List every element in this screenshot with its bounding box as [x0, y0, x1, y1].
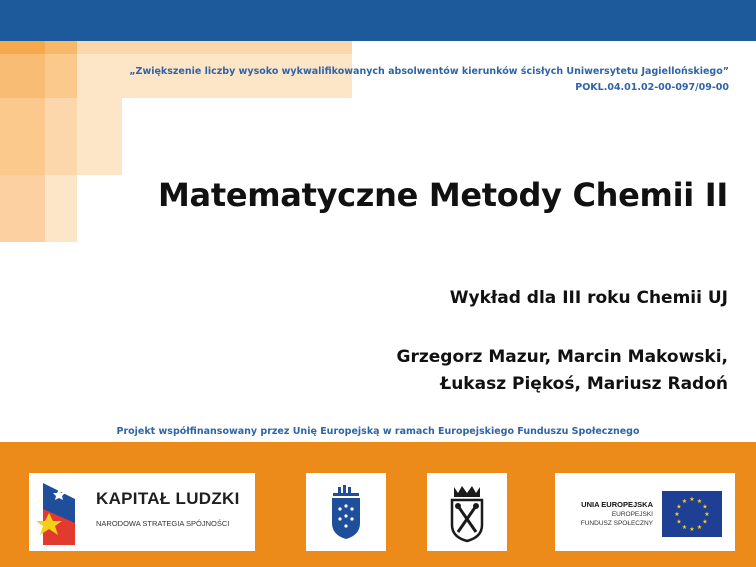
top-bar [0, 0, 756, 41]
svg-text:★: ★ [696, 498, 703, 505]
funding-note: Projekt współfinansowany przez Unię Europejską w ramach Europejskiego Funduszu Społecznego [116, 426, 640, 437]
authors-line-1: Grzegorz Mazur, Marcin Makowski, [396, 347, 728, 367]
svg-text:★: ★ [681, 524, 688, 531]
university-crest-icon [427, 473, 507, 551]
svg-text:★: ★ [704, 511, 710, 518]
eu-fund-line2: FUNDUSZ SPOŁECZNY [580, 520, 653, 527]
faculty-crest-logo [306, 473, 386, 551]
svg-text:★: ★ [674, 511, 680, 518]
svg-text:★: ★ [681, 498, 688, 505]
svg-text:★: ★ [676, 518, 682, 526]
svg-text:★: ★ [702, 518, 708, 526]
svg-text:★: ★ [702, 503, 708, 511]
eu-flag-icon [662, 491, 722, 537]
kapital-ludzki-emblem-icon [29, 473, 89, 551]
authors [397, 344, 728, 398]
svg-text:★: ★ [689, 496, 695, 503]
project-code: POKL.04.01.02-00-097/09-00 [575, 82, 729, 93]
eu-fund-line1: EUROPEJSKI [611, 511, 653, 518]
presentation-title: Matematyczne Metody Chemii II [158, 176, 728, 214]
svg-text:★: ★ [676, 503, 682, 511]
kapital-ludzki-title: KAPITAŁ LUDZKI [96, 489, 240, 508]
svg-text:★: ★ [696, 524, 703, 531]
university-crest-logo [427, 473, 507, 551]
project-quote: „Zwiększenie liczby wysoko wykwalifikowanych absolwentów kierunków ścisłych Uniwersytetu Jagiellońskiego” [129, 66, 729, 77]
kapital-ludzki-logo [29, 473, 255, 551]
eu-logo [555, 473, 735, 551]
authors-line-2: Łukasz Piękoś, Mariusz Radoń [440, 374, 728, 394]
svg-text:★: ★ [689, 526, 695, 533]
kapital-ludzki-subtitle: NARODOWA STRATEGIA SPÓJNOŚCI [96, 519, 230, 528]
presentation-subtitle: Wykład dla III roku Chemii UJ [449, 288, 728, 308]
faculty-crest-icon [306, 473, 386, 551]
eu-title: UNIA EUROPEJSKA [581, 500, 653, 509]
